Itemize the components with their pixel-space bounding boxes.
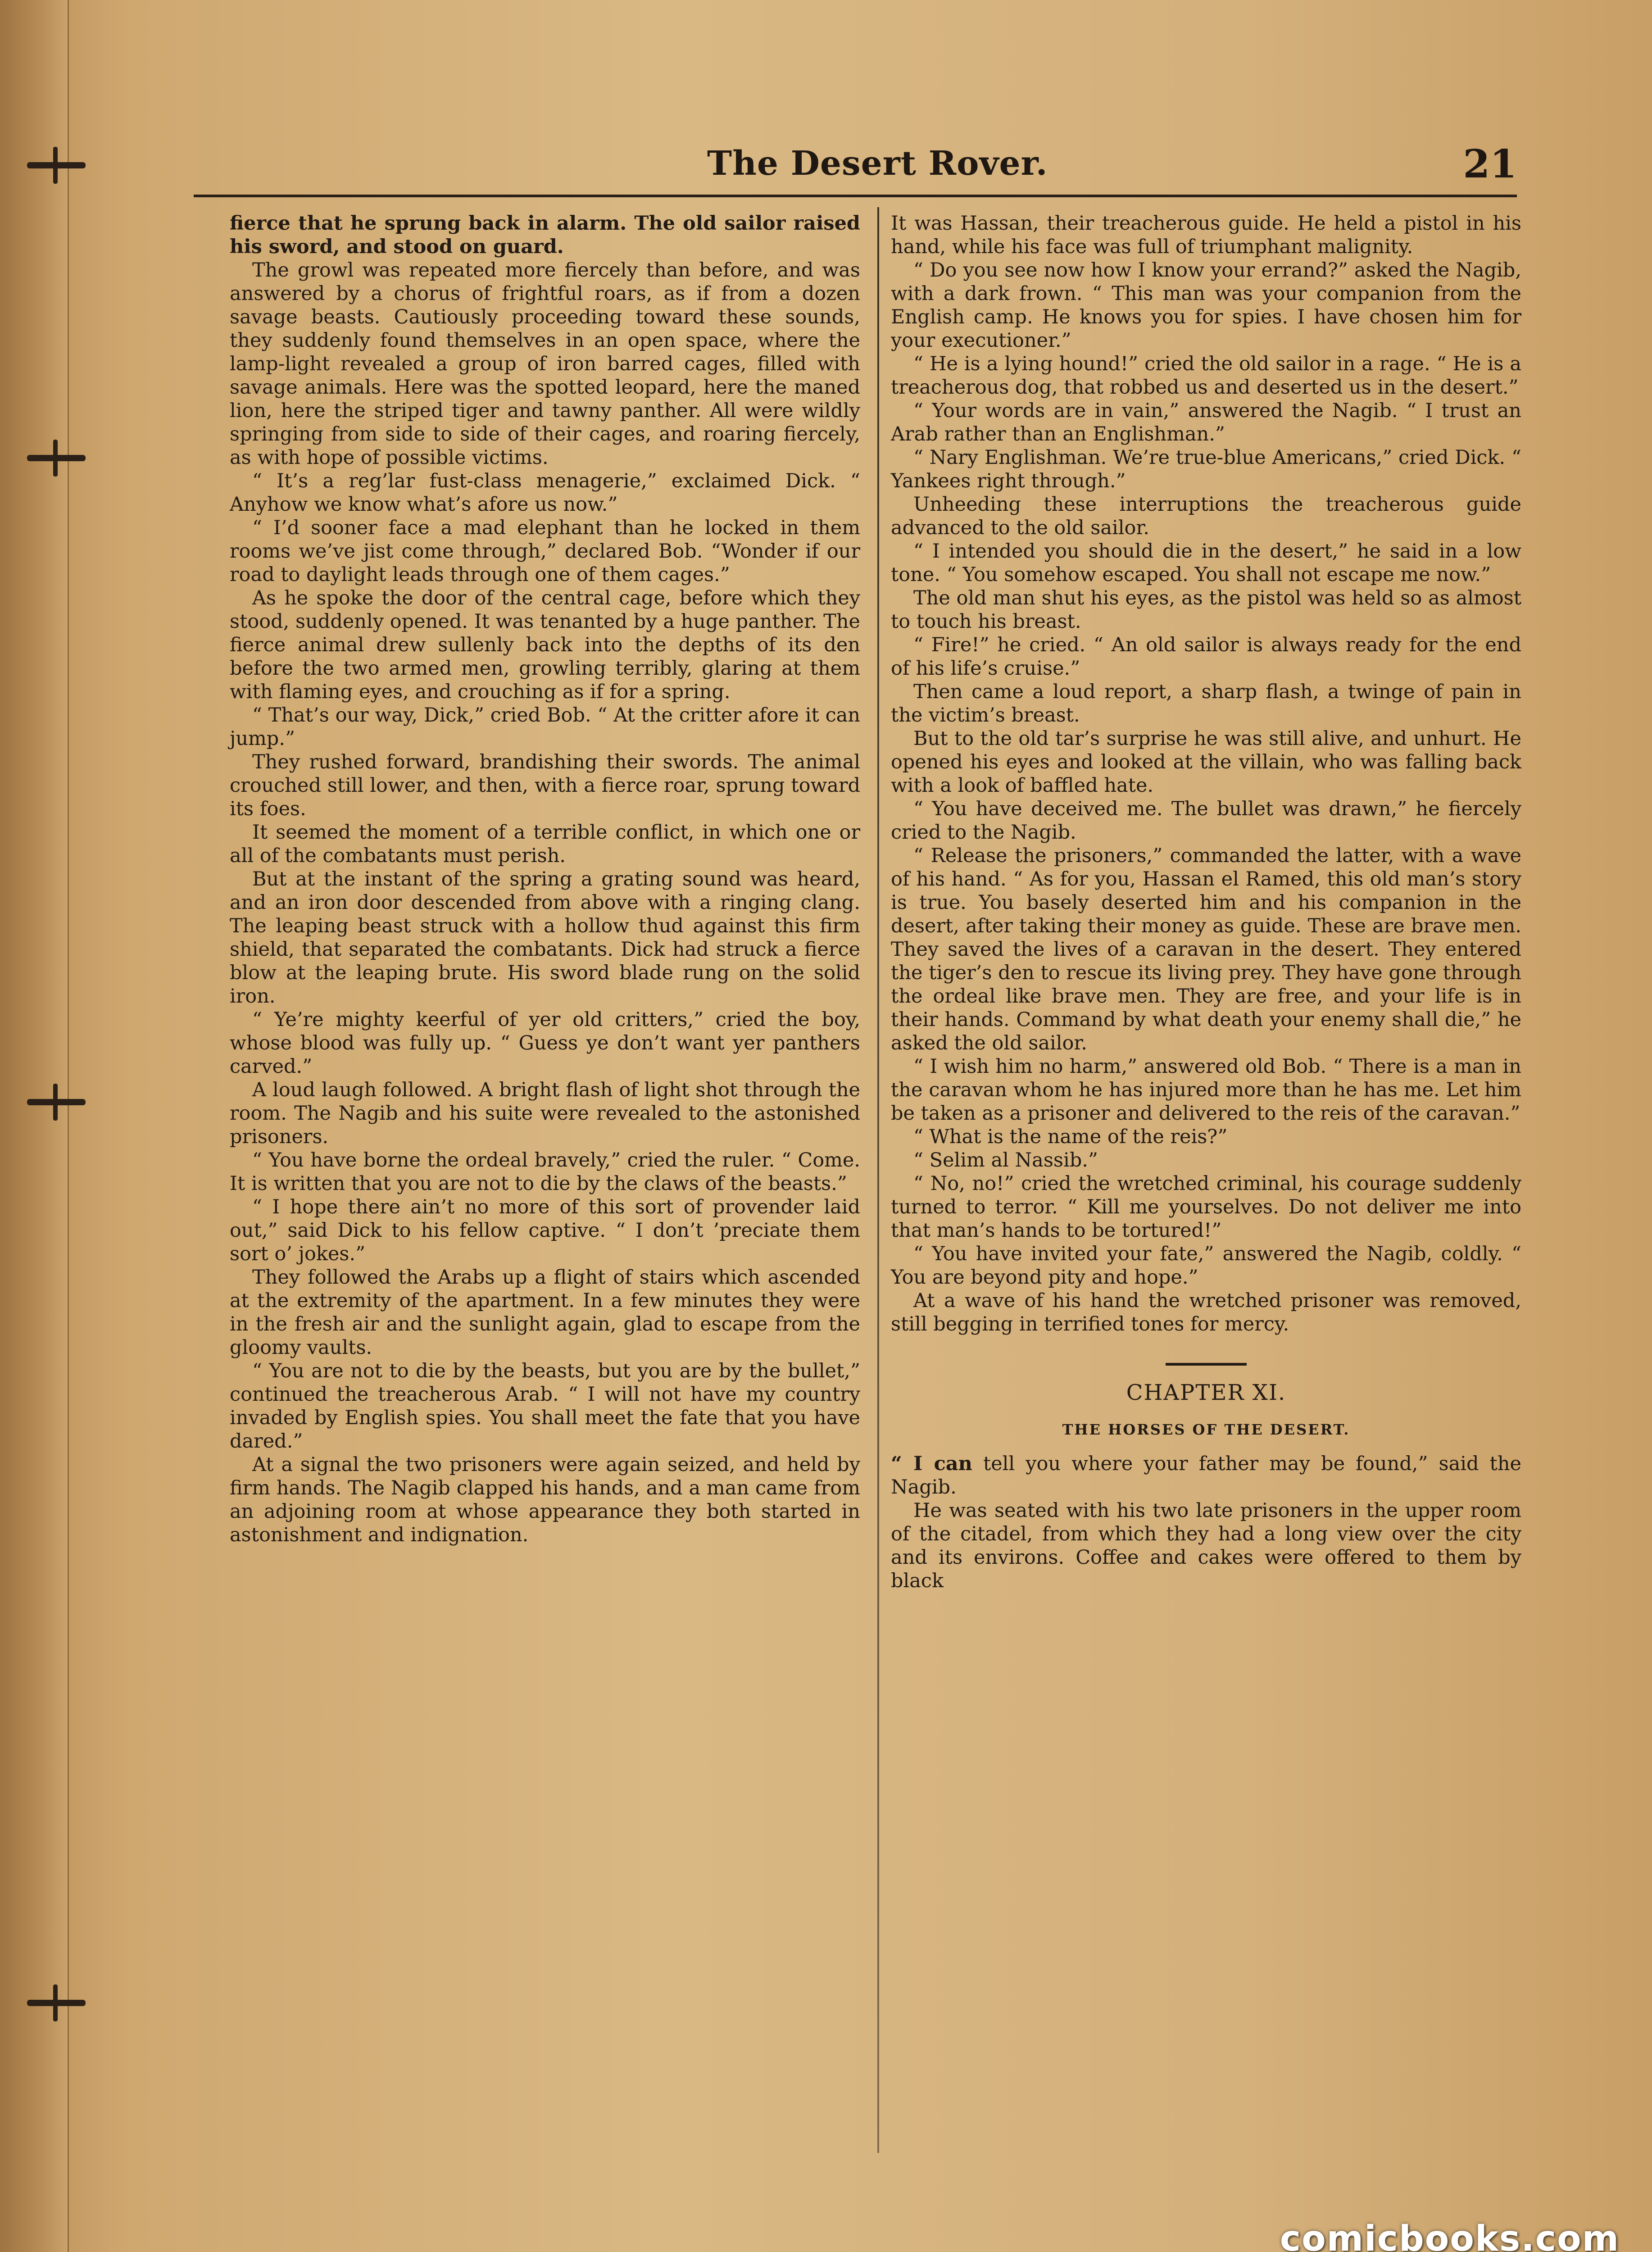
watermark-logo: comicbooks.com xyxy=(1280,2219,1620,2252)
paragraph: “ Do you see now how I know your errand?” asked the Nagib, with a dark frown. “ This man was your companion from the English camp. He knows you for spies. I have chosen him for your executioner.” xyxy=(891,259,1521,352)
paragraph: “ I hope there ain’t no more of this sort of provender laid out,” said Dick to his fellow captive. “ I don’t ’preciate them sort o’ jokes.” xyxy=(230,1196,860,1265)
paragraph: They rushed forward, brandishing their swords. The animal crouched still lower, and then, with a fierce roar, sprung toward its foes. xyxy=(230,751,860,820)
paragraph: “ You are not to die by the beasts, but you are by the bullet,” continued the treacherous Arab. “ I will not have my country invaded by English spies. You shall meet the fate that you have dared.” xyxy=(230,1360,860,1453)
paragraph: “ I intended you should die in the desert,” he said in a low tone. “ You somehow escaped. You shall not escape me now.” xyxy=(891,540,1521,586)
paragraph: “ Nary Englishman. We’re true-blue Americans,” cried Dick. “ Yankees right through.” xyxy=(891,446,1521,492)
header-rule xyxy=(194,195,1517,197)
paragraph: “ Your words are in vain,” answered the Nagib. “ I trust an Arab rather than an Englishman.” xyxy=(891,400,1521,445)
page-header xyxy=(194,135,1517,203)
paragraph: He was seated with his two late prisoners in the upper room of the citadel, from which they had a long view over the city and its environs. Coffee and cakes were offered to them by black xyxy=(891,1499,1521,1592)
paragraph: “ Fire!” he cried. “ An old sailor is always ready for the end of his life’s cruise.” xyxy=(891,634,1521,680)
binding-spine xyxy=(0,0,69,2252)
chapter-title: CHAPTER XI. xyxy=(1126,1380,1286,1405)
paragraph: As he spoke the door of the central cage, before which they stood, suddenly opened. It was tenanted by a huge panther. The fierce animal drew sullenly back into the depths of its den before the two armed men, growling terribly, glaring at them with flaming eyes, and crouching as if for a spring. xyxy=(230,587,860,703)
paragraph: A loud laugh followed. A bright flash of light shot through the room. The Nagib and his suite were revealed to the astonished prisoners. xyxy=(230,1079,860,1148)
paragraph: The growl was repeated more fiercely than before, and was answered by a chorus of frightful roars, as if from a dozen savage beasts. Cautiously proceeding toward these sounds, they suddenly found themselves in an open space, where the lamp-light revealed a group of iron barred cages, filled with savage animals. Here was the spotted leopard, here the maned lion, here the striped tiger and tawny panther. All were wildly springing from side to side of their cages, and roaring fiercely, as with hope of possible victims. xyxy=(230,259,860,469)
column-divider xyxy=(877,207,879,2153)
chapter-subtitle: THE HORSES OF THE DESERT. xyxy=(1062,1421,1350,1438)
paragraph: It was Hassan, their treacherous guide. He held a pistol in his hand, while his face was full of triumphant malignity. xyxy=(891,212,1521,258)
page-number: 21 xyxy=(1463,141,1517,187)
paragraph: But to the old tar’s surprise he was still alive, and unhurt. He opened his eyes and looked at the villain, who was falling back with a look of baffled hate. xyxy=(891,727,1521,797)
chapter-divider-rule xyxy=(1166,1363,1247,1366)
paragraph: “ No, no!” cried the wretched criminal, his courage suddenly turned to terror. “ Kill me yourselves. Do not deliver me into that man’s hands to be tortured!” xyxy=(891,1172,1521,1242)
paragraph: They followed the Arabs up a flight of stairs which ascended at the extremity of the apartment. In a few minutes they were in the fresh air and the sunlight again, glad to escape from the gloomy vaults. xyxy=(230,1266,860,1359)
paragraph: fierce that he sprung back in alarm. The old sailor raised his sword, and stood on guard. xyxy=(230,212,860,258)
running-title: The Desert Rover. xyxy=(707,144,1048,183)
paragraph: “ You have deceived me. The bullet was drawn,” he fiercely cried to the Nagib. xyxy=(891,798,1521,844)
paragraph: “ Selim al Nassib.” xyxy=(913,1149,1098,1171)
paragraph: Then came a loud report, a sharp flash, a twinge of pain in the victim’s breast. xyxy=(891,681,1521,726)
binding-stitch xyxy=(27,1099,86,1105)
chapter-opening-paragraph xyxy=(891,1452,1521,1499)
paragraph: “ You have invited your fate,” answered the Nagib, coldly. “ You are beyond pity and hope.” xyxy=(891,1243,1521,1289)
paragraph: “ I’d sooner face a mad elephant than he locked in them rooms we’ve jist come through,” declared Bob. “Wonder if our road to daylight leads through one of them cages.” xyxy=(230,517,860,586)
chapter-opening-lead: “ I can xyxy=(891,1453,972,1475)
paragraph: At a signal the two prisoners were again seized, and held by firm hands. The Nagib clapped his hands, and a man came from an adjoining room at whose appearance they both started in astonishment and indignation. xyxy=(230,1453,860,1546)
paragraph: “ He is a lying hound!” cried the old sailor in a rage. “ He is a treacherous dog, that robbed us and deserted us in the desert.” xyxy=(891,353,1521,399)
right-column xyxy=(891,212,1521,1593)
paragraph: It seemed the moment of a terrible conflict, in which one or all of the combatants must perish. xyxy=(230,821,860,867)
paragraph: “ Release the prisoners,” commanded the latter, with a wave of his hand. “ As for you, Hassan el Ramed, this old man’s story is true. You basely deserted him and his companion in the desert, after taking their money as guide. These are brave men. They saved the lives of a caravan in the desert. They entered the tiger’s den to rescue its living prey. They have gone through the ordeal like brave men. They are free, and your life is in their hands. Command by what death your enemy shall die,” he asked the old sailor. xyxy=(891,844,1521,1054)
left-column xyxy=(230,212,860,1547)
paragraph: “ What is the name of the reis?” xyxy=(913,1126,1228,1148)
paragraph: But at the instant of the spring a grating sound was heard, and an iron door descended from above with a ringing clang. The leaping beast struck with a hollow thud against this firm shield, that separated the combatants. Dick had struck a fierce blow at the leaping brute. His sword blade rung on the solid iron. xyxy=(230,868,860,1008)
paragraph: At a wave of his hand the wretched prisoner was removed, still begging in terrified tones for mercy. xyxy=(891,1289,1521,1335)
chapter-opening-rest: tell you where your father may be found,” said the Nagib. xyxy=(891,1453,1521,1498)
paragraph: “ You have borne the ordeal bravely,” cried the ruler. “ Come. It is written that you are not to die by the claws of the beasts.” xyxy=(230,1149,860,1195)
binding-stitch xyxy=(27,455,86,461)
paragraph: The old man shut his eyes, as the pistol was held so as almost to touch his breast. xyxy=(891,587,1521,633)
paragraph: “ It’s a reg’lar fust-class menagerie,” exclaimed Dick. “ Anyhow we know what’s afore us now.” xyxy=(230,470,860,516)
paragraph: “ I wish him no harm,” answered old Bob. “ There is a man in the caravan whom he has injured more than he has me. Let him be taken as a prisoner and delivered to the reis of the caravan.” xyxy=(891,1055,1521,1125)
paragraph: “ Ye’re mighty keerful of yer old critters,” cried the boy, whose blood was fully up. “ Guess ye don’t want yer panthers carved.” xyxy=(230,1008,860,1078)
paragraph: “ That’s our way, Dick,” cried Bob. “ At the critter afore it can jump.” xyxy=(230,704,860,750)
paragraph: Unheeding these interruptions the treacherous guide advanced to the old sailor. xyxy=(891,493,1521,539)
binding-stitch xyxy=(27,162,86,168)
binding-stitch xyxy=(27,2000,86,2006)
